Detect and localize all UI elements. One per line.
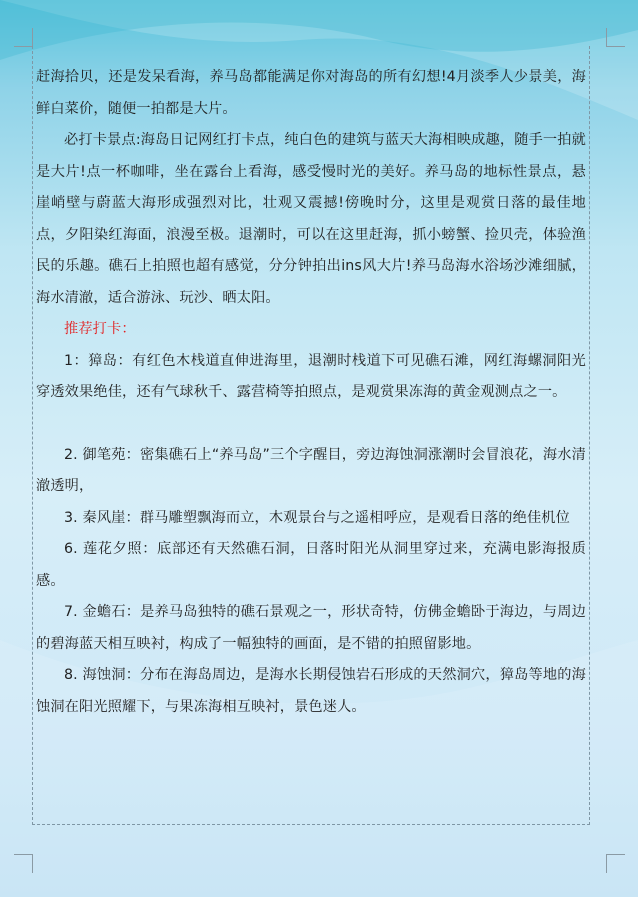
document-body (36, 62, 586, 723)
list-item: 2. 御笔苑：密集礁石上“养马岛”三个字醒目，旁边海蚀洞涨潮时会冒浪花，海水清澈透明， (36, 446, 586, 494)
intro-paragraph: 赶海拾贝，还是发呆看海，养马岛都能满足你对海岛的所有幻想!4月淡季人少景美，海鲜白菜价，随便一拍都是大片。 (36, 69, 586, 117)
list-item: 6. 莲花夕照：底部还有天然礁石洞，日落时阳光从洞里穿过来，充满电影海报质感。 (36, 541, 586, 589)
corner-mark-top-right (606, 28, 625, 47)
corner-mark-bottom-right (606, 854, 625, 873)
corner-mark-bottom-left (14, 854, 33, 873)
list-item: 3. 秦风崖：群马雕塑飘海而立，木观景台与之遥相呼应，是观看日落的绝佳机位 (64, 509, 570, 526)
recommend-heading: 推荐打卡： (64, 321, 136, 337)
must-visit-paragraph: 必打卡景点:海岛日记网红打卡点，纯白色的建筑与蓝天大海相映成趣，随手一拍就是大片!点一杯咖啡，坐在露台上看海，感受慢时光的美好。养马岛的地标性景点，悬崖峭壁与蔚蓝大海形成强烈对比，壮观又震撼!傍晚时分，这里是观赏日落的最佳地点，夕阳染红海面，浪漫至极。退潮时，可以在这里赶海，抓小螃蟹、捡贝壳，体验渔民的乐趣。礁石上拍照也超有感觉，分分钟拍出ins风大片!养马岛海水浴场沙滩细腻，海水清澈，适合游泳、玩沙、晒太阳。 (36, 132, 586, 306)
list-item: 8. 海蚀洞：分布在海岛周边，是海水长期侵蚀岩石形成的天然洞穴，獐岛等地的海蚀洞在阳光照耀下，与果冻海相互映衬，景色迷人。 (36, 667, 586, 715)
list-item: 1：獐岛：有红色木栈道直伸进海里，退潮时栈道下可见礁石滩，网红海螺洞阳光穿透效果绝佳，还有气球秋千、露营椅等拍照点，是观赏果冻海的黄金观测点之一。 (36, 352, 586, 400)
corner-mark-top-left (14, 28, 33, 47)
blank-line (36, 409, 586, 440)
list-item: 7. 金蟾石：是养马岛独特的礁石景观之一，形状奇特，仿佛金蟾卧于海边，与周边的碧海蓝天相互映衬，构成了一幅独特的画面，是不错的拍照留影地。 (36, 604, 586, 652)
